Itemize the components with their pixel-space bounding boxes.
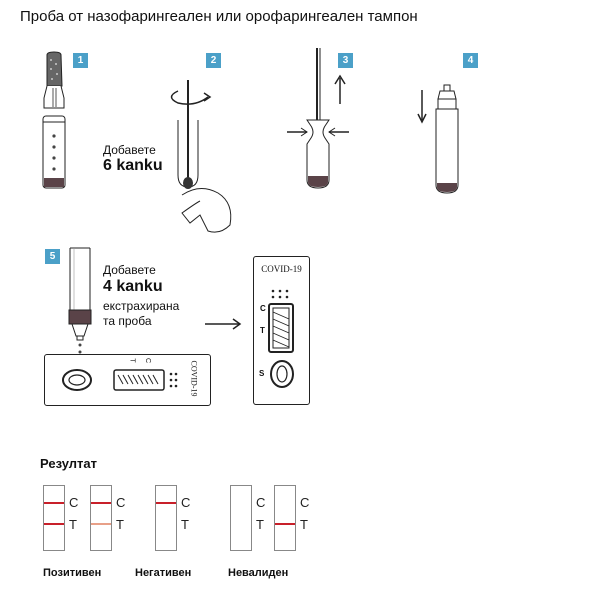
indicator-dots-vertical — [266, 289, 296, 301]
step-5-extracted-label: екстрахирана — [103, 299, 180, 313]
cassette-c-marker: C — [144, 357, 152, 364]
strip-1-t-label: T — [69, 517, 77, 532]
dropper-bottle-illustration — [36, 52, 76, 197]
step-1-add-label: Добавете — [103, 143, 156, 157]
cassette-t-label: T — [260, 326, 265, 335]
cap-tube-illustration — [412, 85, 472, 200]
step-5-sample-label: та проба — [103, 314, 152, 328]
test-cassette-horizontal — [44, 354, 211, 406]
step-5-drops-label: 4 kanku — [103, 278, 163, 295]
strip-2-t-label: T — [116, 517, 124, 532]
squeeze-tube-illustration — [285, 48, 355, 200]
step-1-badge: 1 — [73, 53, 88, 68]
c-line — [156, 502, 176, 504]
strip-3-c-label: C — [181, 495, 191, 510]
strip-3-t-label: T — [181, 517, 189, 532]
page-title: Проба от назофарингеален или орофарингеален тампон — [20, 8, 418, 25]
result-strip-invalid-2 — [274, 485, 296, 551]
result-window — [113, 369, 165, 391]
result-strip-positive-1 — [43, 485, 65, 551]
negative-label: Негативен — [135, 567, 192, 579]
strip-4-c-label: C — [256, 495, 266, 510]
strip-2-c-label: C — [116, 495, 126, 510]
t-line — [44, 523, 64, 525]
cassette-top-label: COVID-19 — [261, 264, 302, 274]
step-4-badge: 4 — [463, 53, 478, 68]
t-line-faint — [91, 523, 111, 525]
indicator-dots — [169, 371, 183, 389]
step-5-add-label: Добавете — [103, 263, 156, 277]
strip-4-t-label: T — [256, 517, 264, 532]
cassette-s-label: S — [259, 369, 265, 378]
dropper-tube-illustration — [60, 248, 100, 358]
strip-1-c-label: C — [69, 495, 79, 510]
step-5-badge: 5 — [45, 249, 60, 264]
step-3-badge: 3 — [338, 53, 353, 68]
step-1-drops-label: 6 kanku — [103, 157, 163, 174]
sample-well-vertical — [269, 359, 295, 389]
invalid-label: Невалиден — [228, 567, 289, 579]
positive-label: Позитивен — [43, 567, 102, 579]
c-line — [91, 502, 111, 504]
strip-5-t-label: T — [300, 517, 308, 532]
strip-5-c-label: C — [300, 495, 310, 510]
c-line — [44, 502, 64, 504]
t-line — [275, 523, 295, 525]
result-strip-positive-2 — [90, 485, 112, 551]
cassette-side-label: COVID-19 — [189, 360, 199, 397]
result-strip-invalid-1 — [230, 485, 252, 551]
cassette-t-marker: T — [128, 358, 136, 363]
test-cassette-vertical — [253, 256, 310, 405]
swab-rotate-illustration — [160, 75, 240, 235]
cassette-c-label: C — [260, 304, 266, 313]
result-window-vertical — [268, 303, 294, 353]
result-title: Резултат — [40, 456, 97, 471]
step-2-badge: 2 — [206, 53, 221, 68]
result-strip-negative — [155, 485, 177, 551]
sample-well — [61, 368, 93, 392]
right-arrow-icon — [205, 317, 245, 331]
